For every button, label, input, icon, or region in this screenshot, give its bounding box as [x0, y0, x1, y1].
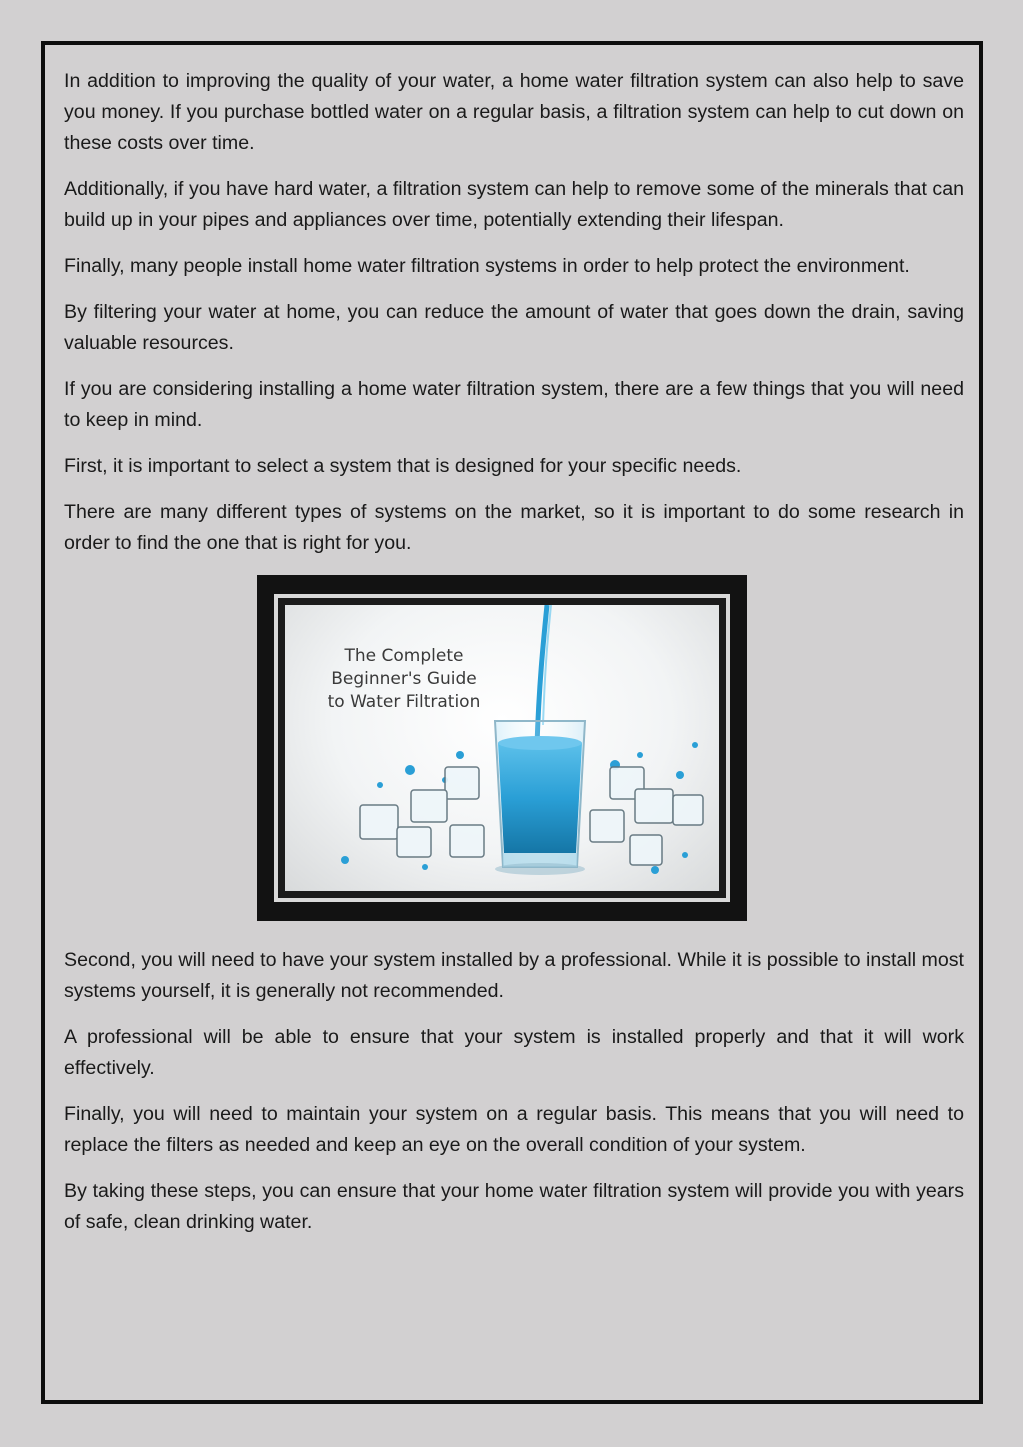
image-inner-border	[278, 598, 726, 898]
paragraph: By taking these steps, you can ensure that your home water filtration system will provide you with years of safe, clean drinking water.	[64, 1180, 964, 1233]
paragraph: Second, you will need to have your system installed by a professional. While it is possible to install most systems yourself, it is generally not recommended.	[64, 949, 964, 1002]
paragraph: Finally, many people install home water filtration systems in order to help protect the environment.	[64, 255, 910, 277]
paragraph: If you are considering installing a home water filtration system, there are a few things that you will need to keep in mind.	[64, 378, 964, 431]
paragraph: A professional will be able to ensure that your system is installed properly and that it will work effectively.	[64, 1026, 964, 1079]
paragraph: By filtering your water at home, you can reduce the amount of water that goes down the drain, saving valuable resources.	[64, 301, 964, 354]
paragraph: In addition to improving the quality of your water, a home water filtration system can also help to save you money. If you purchase bottled water on a regular basis, a filtration system can help to cut down on these costs over time.	[64, 70, 964, 154]
paragraph: Additionally, if you have hard water, a filtration system can help to remove some of the minerals that can build up in your pipes and appliances over time, potentially extending their lifespan.	[64, 178, 964, 231]
image-caption: The Complete Beginner's Guide to Water Filtration	[327, 646, 481, 712]
paragraph: First, it is important to select a system that is designed for your specific needs.	[64, 455, 742, 477]
image-mat	[274, 594, 730, 902]
water-in-glass	[498, 743, 582, 853]
water-glass-image	[257, 575, 747, 921]
image-photo	[285, 605, 719, 891]
paragraph: There are many different types of systems on the market, so it is important to do some research in order to find the one that is right for you.	[64, 501, 964, 554]
document-body	[64, 66, 964, 1253]
paragraph: Finally, you will need to maintain your system on a regular basis. This means that you will need to replace the filters as needed and keep an eye on the overall condition of your system.	[64, 1103, 964, 1156]
page-frame	[41, 41, 983, 1404]
